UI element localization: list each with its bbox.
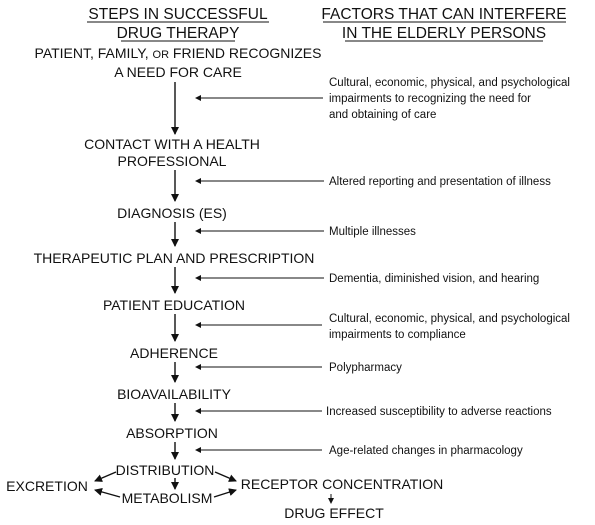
step-adherence: ADHERENCE (130, 345, 218, 361)
factor-8: Age-related changes in pharmacology (329, 445, 523, 457)
factor-1-line1: Cultural, economic, physical, and psychological (329, 77, 570, 89)
arrow-metabolism-to-receptor (214, 490, 236, 497)
left-header-line1: STEPS IN SUCCESSFUL (88, 6, 268, 23)
step-plan: THERAPEUTIC PLAN AND PRESCRIPTION (33, 250, 315, 266)
factor-1-line3: and obtaining of care (329, 109, 437, 121)
right-header-line2: IN THE ELDERLY PERSONS (341, 25, 547, 42)
step-excretion: EXCRETION (6, 478, 88, 494)
step-contact-line2: PROFESSIONAL (117, 153, 227, 169)
factor-2: Altered reporting and presentation of illness (329, 176, 551, 188)
factor-5-line2: impairments to compliance (329, 329, 466, 341)
arrow-distribution-to-excretion (95, 472, 116, 481)
factor-7: Increased susceptibility to adverse reactions (326, 406, 552, 418)
step-education: PATIENT EDUCATION (102, 297, 246, 313)
left-header-line2: DRUG THERAPY (116, 25, 240, 42)
step-metabolism: METABOLISM (121, 490, 213, 506)
factor-4: Dementia, diminished vision, and hearing (329, 273, 540, 285)
step-receptor: RECEPTOR CONCENTRATION (240, 476, 444, 492)
factor-5-line1: Cultural, economic, physical, and psychological (329, 313, 570, 325)
step-bioavailability: BIOAVAILABILITY (117, 386, 231, 402)
step-distribution: DISTRIBUTION (115, 462, 215, 478)
factor-6: Polypharmacy (329, 362, 402, 374)
arrow-distribution-to-receptor (215, 472, 236, 481)
step-contact-line1: CONTACT WITH A HEALTH (84, 136, 260, 152)
right-header-line1: FACTORS THAT CAN INTERFERE (321, 6, 567, 23)
arrow-metabolism-to-excretion (95, 490, 120, 497)
step-recognize-line2: A NEED FOR CARE (114, 64, 242, 80)
step-diagnosis: DIAGNOSIS (ES) (117, 205, 227, 221)
factor-3: Multiple illnesses (329, 226, 416, 238)
step-recognize-line1: PATIENT, FAMILY, OR FRIEND RECOGNIZES (34, 45, 322, 61)
step-absorption: ABSORPTION (126, 425, 218, 441)
factor-1-line2: impairments to recognizing the need for (329, 93, 531, 105)
step-effect: DRUG EFFECT (284, 505, 384, 521)
